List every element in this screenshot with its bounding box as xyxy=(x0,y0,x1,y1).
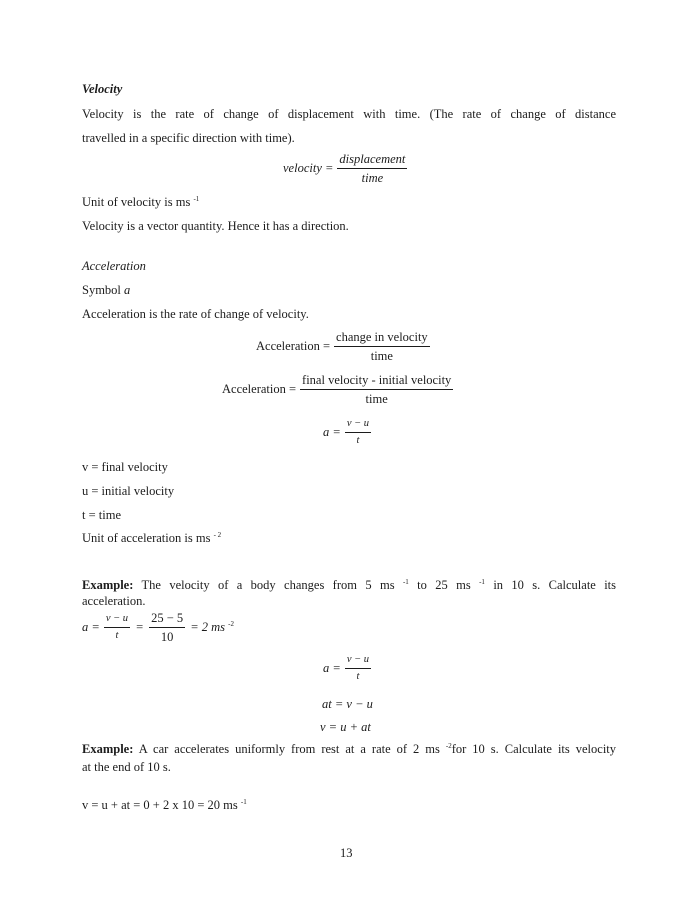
velocity-numerator: displacement xyxy=(337,152,407,169)
derivation-formula-lhs: a = xyxy=(323,661,341,675)
acceleration-fraction-1 xyxy=(334,330,430,363)
acceleration-fraction-2 xyxy=(300,373,453,406)
initial-velocity-definition: u = initial velocity xyxy=(82,484,175,498)
example-1-solution-lhs: a = xyxy=(82,620,100,634)
acceleration-fraction-3-denominator: t xyxy=(356,435,360,446)
derivation-fraction-denominator: t xyxy=(356,671,360,682)
derivation-fraction-numerator: v − u xyxy=(345,654,371,669)
example-2-answer-exp: -1 xyxy=(240,798,247,806)
velocity-denominator: time xyxy=(361,171,384,185)
velocity-heading: Velocity xyxy=(82,82,123,96)
page-number: 13 xyxy=(340,846,353,860)
example-1-fraction-symbolic-denominator: t xyxy=(115,630,119,641)
derivation-step-2: at = v − u xyxy=(322,697,373,711)
example-1-label: Example: xyxy=(82,578,134,592)
example-1-result-exp: -2 xyxy=(228,620,234,628)
acceleration-formula-3 xyxy=(323,418,371,447)
velocity-fraction xyxy=(337,152,407,185)
velocity-vector-note: Velocity is a vector quantity. Hence it has a direction. xyxy=(82,219,349,233)
example-2-exp: -2 xyxy=(445,742,452,750)
example-1-fraction-symbolic xyxy=(104,613,130,642)
example-2-answer xyxy=(82,798,247,813)
example-1-text-c: in 10 s. Calculate its xyxy=(493,578,617,592)
velocity-unit-text: Unit of velocity is ms xyxy=(82,195,191,209)
acceleration-formula-1 xyxy=(256,330,430,363)
example-1-equals: = xyxy=(136,620,144,634)
example-1-exp-a: -1 xyxy=(402,578,409,586)
acceleration-formula-2-lhs: Acceleration = xyxy=(222,382,297,396)
acceleration-symbol xyxy=(82,283,130,298)
velocity-formula-lhs: velocity = xyxy=(283,161,334,175)
example-1-fraction-numeric-numerator: 25 − 5 xyxy=(149,611,185,628)
example-1-text-a: The velocity of a body changes from 5 ms xyxy=(141,578,395,592)
example-1-line2: acceleration. xyxy=(82,594,146,608)
example-1-result xyxy=(190,620,234,635)
acceleration-unit-text: Unit of acceleration is ms xyxy=(82,531,211,545)
example-2-text-a: A car accelerates uniformly from rest at a rate of 2 ms xyxy=(138,742,440,756)
example-2-label: Example: xyxy=(82,742,134,756)
example-1-line1 xyxy=(82,578,616,593)
velocity-definition-line2: travelled in a specific direction with time). xyxy=(82,131,295,145)
acceleration-unit-exponent: - 2 xyxy=(213,531,222,539)
acceleration-fraction-3 xyxy=(345,418,371,447)
example-1-fraction-numeric xyxy=(149,611,185,644)
derivation-fraction xyxy=(345,654,371,683)
final-velocity-definition: v = final velocity xyxy=(82,460,168,474)
example-2-line2: at the end of 10 s. xyxy=(82,760,171,774)
acceleration-symbol-value: a xyxy=(124,283,131,297)
example-1-exp-b: -1 xyxy=(479,578,485,586)
acceleration-fraction-2-numerator: final velocity - initial velocity xyxy=(300,373,453,390)
acceleration-formula-2 xyxy=(222,373,453,406)
example-1-result-text: = 2 ms xyxy=(190,620,226,634)
example-2-text-b: for 10 s. Calculate its velocity xyxy=(451,742,617,756)
example-1-text-b: to 25 ms xyxy=(417,578,471,592)
acceleration-fraction-2-denominator: time xyxy=(365,392,388,406)
example-2-line1 xyxy=(82,742,616,757)
derivation-formula xyxy=(323,654,371,683)
time-definition: t = time xyxy=(82,508,121,522)
velocity-unit-exponent: -1 xyxy=(193,195,200,203)
acceleration-unit xyxy=(82,531,221,546)
velocity-unit xyxy=(82,195,199,210)
velocity-definition-line1: Velocity is the rate of change of displacement with time. (The rate of change of distance xyxy=(82,107,616,121)
acceleration-formula-3-lhs: a = xyxy=(323,425,341,439)
acceleration-definition: Acceleration is the rate of change of velocity. xyxy=(82,307,309,321)
acceleration-fraction-1-denominator: time xyxy=(370,349,393,363)
acceleration-formula-1-lhs: Acceleration = xyxy=(256,339,331,353)
acceleration-symbol-label: Symbol xyxy=(82,283,121,297)
velocity-formula xyxy=(283,152,407,185)
example-1-fraction-numeric-denominator: 10 xyxy=(160,630,174,644)
acceleration-heading: Acceleration xyxy=(82,259,146,273)
derivation-step-3: v = u + at xyxy=(320,720,371,734)
example-1-solution xyxy=(82,611,234,644)
acceleration-fraction-1-numerator: change in velocity xyxy=(334,330,430,347)
acceleration-fraction-3-numerator: v − u xyxy=(345,418,371,433)
example-1-fraction-symbolic-numerator: v − u xyxy=(104,613,130,628)
example-2-answer-text: v = u + at = 0 + 2 x 10 = 20 ms xyxy=(82,798,238,812)
